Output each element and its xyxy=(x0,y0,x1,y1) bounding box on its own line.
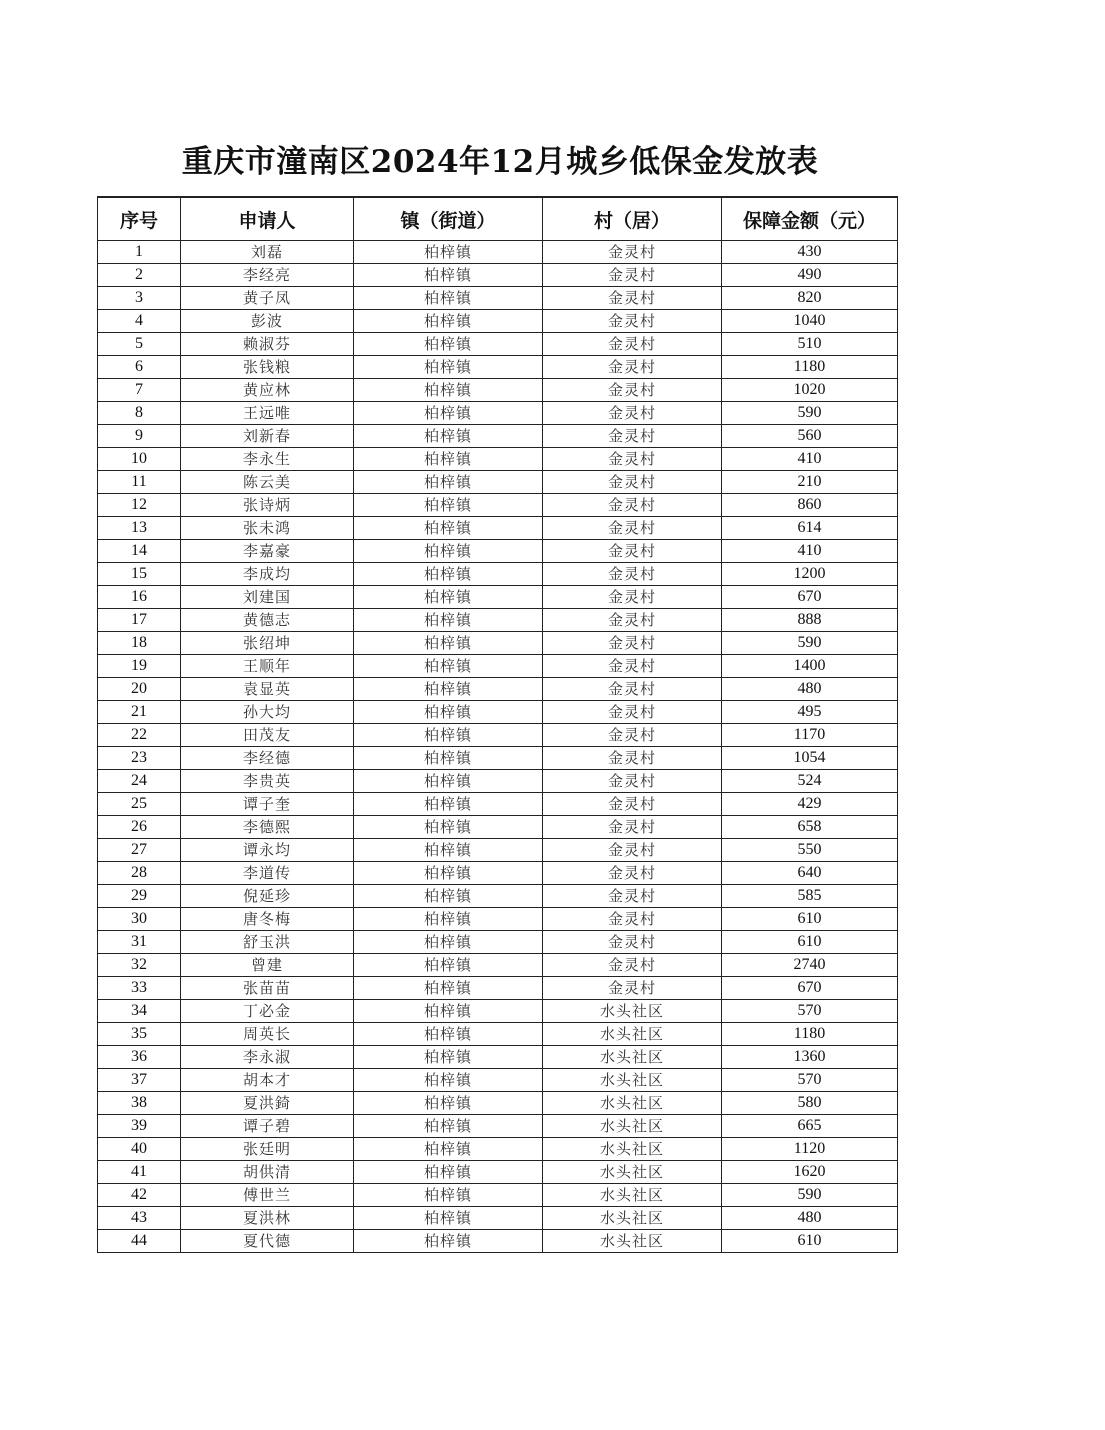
applicant-cell: 彭波 xyxy=(181,310,354,333)
amount-cell: 585 xyxy=(722,885,898,908)
village-cell: 金灵村 xyxy=(543,701,722,724)
table-row xyxy=(98,448,898,471)
town-cell: 柏梓镇 xyxy=(354,1069,543,1092)
table-row xyxy=(98,1000,898,1023)
amount-cell: 570 xyxy=(722,1000,898,1023)
table-row xyxy=(98,1046,898,1069)
table-row xyxy=(98,586,898,609)
amount-cell: 1054 xyxy=(722,747,898,770)
amount-cell: 640 xyxy=(722,862,898,885)
applicant-cell: 胡本才 xyxy=(181,1069,354,1092)
town-cell: 柏梓镇 xyxy=(354,333,543,356)
village-cell: 金灵村 xyxy=(543,770,722,793)
table-row xyxy=(98,1069,898,1092)
amount-cell: 480 xyxy=(722,1207,898,1230)
serial-number-cell: 30 xyxy=(98,908,181,931)
serial-number-cell: 11 xyxy=(98,471,181,494)
table-row xyxy=(98,287,898,310)
village-cell: 金灵村 xyxy=(543,563,722,586)
applicant-cell: 张苗苗 xyxy=(181,977,354,1000)
town-cell: 柏梓镇 xyxy=(354,701,543,724)
header-village: 村（居） xyxy=(543,197,722,241)
applicant-cell: 周英长 xyxy=(181,1023,354,1046)
applicant-cell: 丁必金 xyxy=(181,1000,354,1023)
village-cell: 水头社区 xyxy=(543,1207,722,1230)
applicant-cell: 李德熙 xyxy=(181,816,354,839)
table-row xyxy=(98,517,898,540)
village-cell: 金灵村 xyxy=(543,931,722,954)
amount-cell: 490 xyxy=(722,264,898,287)
amount-cell: 1020 xyxy=(722,379,898,402)
serial-number-cell: 15 xyxy=(98,563,181,586)
table-row xyxy=(98,1184,898,1207)
applicant-cell: 李经德 xyxy=(181,747,354,770)
amount-cell: 2740 xyxy=(722,954,898,977)
header-town: 镇（街道） xyxy=(354,197,543,241)
amount-cell: 580 xyxy=(722,1092,898,1115)
village-cell: 金灵村 xyxy=(543,816,722,839)
town-cell: 柏梓镇 xyxy=(354,287,543,310)
page-title: 重庆市潼南区2024年12月城乡低保金发放表 xyxy=(181,144,819,180)
serial-number-cell: 44 xyxy=(98,1230,181,1253)
applicant-cell: 李永淑 xyxy=(181,1046,354,1069)
village-cell: 水头社区 xyxy=(543,1184,722,1207)
town-cell: 柏梓镇 xyxy=(354,678,543,701)
serial-number-cell: 31 xyxy=(98,931,181,954)
applicant-cell: 张钱粮 xyxy=(181,356,354,379)
serial-number-cell: 34 xyxy=(98,1000,181,1023)
village-cell: 水头社区 xyxy=(543,1138,722,1161)
town-cell: 柏梓镇 xyxy=(354,885,543,908)
town-cell: 柏梓镇 xyxy=(354,586,543,609)
applicant-cell: 黄子凤 xyxy=(181,287,354,310)
applicant-cell: 黄应林 xyxy=(181,379,354,402)
table-row xyxy=(98,977,898,1000)
town-cell: 柏梓镇 xyxy=(354,563,543,586)
applicant-cell: 夏洪錡 xyxy=(181,1092,354,1115)
amount-cell: 610 xyxy=(722,931,898,954)
applicant-cell: 田茂友 xyxy=(181,724,354,747)
applicant-cell: 袁显英 xyxy=(181,678,354,701)
amount-cell: 570 xyxy=(722,1069,898,1092)
village-cell: 金灵村 xyxy=(543,379,722,402)
applicant-cell: 张未鸿 xyxy=(181,517,354,540)
table-row xyxy=(98,862,898,885)
table-row xyxy=(98,770,898,793)
town-cell: 柏梓镇 xyxy=(354,1023,543,1046)
village-cell: 金灵村 xyxy=(543,402,722,425)
applicant-cell: 李贵英 xyxy=(181,770,354,793)
town-cell: 柏梓镇 xyxy=(354,793,543,816)
town-cell: 柏梓镇 xyxy=(354,1161,543,1184)
town-cell: 柏梓镇 xyxy=(354,1207,543,1230)
applicant-cell: 谭子碧 xyxy=(181,1115,354,1138)
applicant-cell: 傅世兰 xyxy=(181,1184,354,1207)
village-cell: 金灵村 xyxy=(543,241,722,264)
table-row xyxy=(98,563,898,586)
serial-number-cell: 18 xyxy=(98,632,181,655)
table-row xyxy=(98,724,898,747)
table-row xyxy=(98,1230,898,1253)
applicant-cell: 谭子奎 xyxy=(181,793,354,816)
town-cell: 柏梓镇 xyxy=(354,609,543,632)
town-cell: 柏梓镇 xyxy=(354,1230,543,1253)
table-row xyxy=(98,402,898,425)
amount-cell: 410 xyxy=(722,540,898,563)
town-cell: 柏梓镇 xyxy=(354,241,543,264)
serial-number-cell: 32 xyxy=(98,954,181,977)
village-cell: 金灵村 xyxy=(543,540,722,563)
serial-number-cell: 1 xyxy=(98,241,181,264)
village-cell: 水头社区 xyxy=(543,1046,722,1069)
serial-number-cell: 36 xyxy=(98,1046,181,1069)
amount-cell: 1200 xyxy=(722,563,898,586)
serial-number-cell: 42 xyxy=(98,1184,181,1207)
amount-cell: 550 xyxy=(722,839,898,862)
table-row xyxy=(98,356,898,379)
applicant-cell: 李经亮 xyxy=(181,264,354,287)
table-row xyxy=(98,1161,898,1184)
amount-cell: 1360 xyxy=(722,1046,898,1069)
serial-number-cell: 4 xyxy=(98,310,181,333)
applicant-cell: 李嘉豪 xyxy=(181,540,354,563)
header-row xyxy=(98,197,898,241)
table-row xyxy=(98,379,898,402)
village-cell: 金灵村 xyxy=(543,954,722,977)
serial-number-cell: 25 xyxy=(98,793,181,816)
applicant-cell: 曾建 xyxy=(181,954,354,977)
village-cell: 金灵村 xyxy=(543,264,722,287)
amount-cell: 510 xyxy=(722,333,898,356)
serial-number-cell: 17 xyxy=(98,609,181,632)
town-cell: 柏梓镇 xyxy=(354,862,543,885)
applicant-cell: 王顺年 xyxy=(181,655,354,678)
town-cell: 柏梓镇 xyxy=(354,747,543,770)
serial-number-cell: 8 xyxy=(98,402,181,425)
applicant-cell: 倪延珍 xyxy=(181,885,354,908)
town-cell: 柏梓镇 xyxy=(354,356,543,379)
serial-number-cell: 24 xyxy=(98,770,181,793)
town-cell: 柏梓镇 xyxy=(354,264,543,287)
amount-cell: 610 xyxy=(722,1230,898,1253)
applicant-cell: 谭永均 xyxy=(181,839,354,862)
serial-number-cell: 40 xyxy=(98,1138,181,1161)
village-cell: 金灵村 xyxy=(543,356,722,379)
town-cell: 柏梓镇 xyxy=(354,1115,543,1138)
applicant-cell: 赖淑芬 xyxy=(181,333,354,356)
serial-number-cell: 23 xyxy=(98,747,181,770)
applicant-cell: 孙大均 xyxy=(181,701,354,724)
village-cell: 金灵村 xyxy=(543,862,722,885)
town-cell: 柏梓镇 xyxy=(354,1000,543,1023)
amount-cell: 590 xyxy=(722,632,898,655)
table-row xyxy=(98,310,898,333)
amount-cell: 210 xyxy=(722,471,898,494)
amount-cell: 670 xyxy=(722,977,898,1000)
village-cell: 水头社区 xyxy=(543,1069,722,1092)
town-cell: 柏梓镇 xyxy=(354,379,543,402)
serial-number-cell: 27 xyxy=(98,839,181,862)
town-cell: 柏梓镇 xyxy=(354,632,543,655)
town-cell: 柏梓镇 xyxy=(354,448,543,471)
serial-number-cell: 41 xyxy=(98,1161,181,1184)
town-cell: 柏梓镇 xyxy=(354,977,543,1000)
town-cell: 柏梓镇 xyxy=(354,655,543,678)
town-cell: 柏梓镇 xyxy=(354,908,543,931)
table-row xyxy=(98,701,898,724)
village-cell: 水头社区 xyxy=(543,1023,722,1046)
applicant-cell: 夏洪林 xyxy=(181,1207,354,1230)
table-row xyxy=(98,931,898,954)
table-row xyxy=(98,885,898,908)
table-row xyxy=(98,793,898,816)
table-row xyxy=(98,816,898,839)
amount-cell: 665 xyxy=(722,1115,898,1138)
serial-number-cell: 39 xyxy=(98,1115,181,1138)
table-row xyxy=(98,839,898,862)
amount-cell: 888 xyxy=(722,609,898,632)
applicant-cell: 唐冬梅 xyxy=(181,908,354,931)
amount-cell: 1120 xyxy=(722,1138,898,1161)
town-cell: 柏梓镇 xyxy=(354,816,543,839)
table-body xyxy=(98,241,898,1253)
town-cell: 柏梓镇 xyxy=(354,1046,543,1069)
serial-number-cell: 2 xyxy=(98,264,181,287)
amount-cell: 820 xyxy=(722,287,898,310)
serial-number-cell: 38 xyxy=(98,1092,181,1115)
town-cell: 柏梓镇 xyxy=(354,494,543,517)
town-cell: 柏梓镇 xyxy=(354,1138,543,1161)
amount-cell: 658 xyxy=(722,816,898,839)
applicant-cell: 胡供清 xyxy=(181,1161,354,1184)
village-cell: 金灵村 xyxy=(543,448,722,471)
village-cell: 金灵村 xyxy=(543,632,722,655)
table-row xyxy=(98,632,898,655)
town-cell: 柏梓镇 xyxy=(354,517,543,540)
village-cell: 金灵村 xyxy=(543,655,722,678)
serial-number-cell: 10 xyxy=(98,448,181,471)
header-amount: 保障金额（元） xyxy=(722,197,898,241)
village-cell: 金灵村 xyxy=(543,333,722,356)
applicant-cell: 刘新春 xyxy=(181,425,354,448)
applicant-cell: 李成均 xyxy=(181,563,354,586)
applicant-cell: 张绍坤 xyxy=(181,632,354,655)
table-row xyxy=(98,1023,898,1046)
header-serial-number: 序号 xyxy=(98,197,181,241)
applicant-cell: 黄德志 xyxy=(181,609,354,632)
town-cell: 柏梓镇 xyxy=(354,1092,543,1115)
amount-cell: 1040 xyxy=(722,310,898,333)
village-cell: 金灵村 xyxy=(543,724,722,747)
table-row xyxy=(98,1115,898,1138)
village-cell: 金灵村 xyxy=(543,908,722,931)
serial-number-cell: 33 xyxy=(98,977,181,1000)
applicant-cell: 李道传 xyxy=(181,862,354,885)
table-row xyxy=(98,425,898,448)
serial-number-cell: 37 xyxy=(98,1069,181,1092)
town-cell: 柏梓镇 xyxy=(354,471,543,494)
village-cell: 金灵村 xyxy=(543,839,722,862)
amount-cell: 1620 xyxy=(722,1161,898,1184)
amount-cell: 560 xyxy=(722,425,898,448)
amount-cell: 590 xyxy=(722,1184,898,1207)
serial-number-cell: 22 xyxy=(98,724,181,747)
table-row xyxy=(98,954,898,977)
amount-cell: 524 xyxy=(722,770,898,793)
serial-number-cell: 5 xyxy=(98,333,181,356)
amount-cell: 610 xyxy=(722,908,898,931)
serial-number-cell: 16 xyxy=(98,586,181,609)
village-cell: 金灵村 xyxy=(543,586,722,609)
village-cell: 金灵村 xyxy=(543,494,722,517)
town-cell: 柏梓镇 xyxy=(354,770,543,793)
table-row xyxy=(98,241,898,264)
table-row xyxy=(98,494,898,517)
applicant-cell: 舒玉洪 xyxy=(181,931,354,954)
town-cell: 柏梓镇 xyxy=(354,724,543,747)
amount-cell: 1180 xyxy=(722,356,898,379)
amount-cell: 429 xyxy=(722,793,898,816)
table-row xyxy=(98,609,898,632)
village-cell: 金灵村 xyxy=(543,310,722,333)
amount-cell: 1170 xyxy=(722,724,898,747)
village-cell: 金灵村 xyxy=(543,747,722,770)
village-cell: 金灵村 xyxy=(543,678,722,701)
amount-cell: 860 xyxy=(722,494,898,517)
town-cell: 柏梓镇 xyxy=(354,540,543,563)
serial-number-cell: 28 xyxy=(98,862,181,885)
table-row xyxy=(98,264,898,287)
town-cell: 柏梓镇 xyxy=(354,310,543,333)
table-row xyxy=(98,1138,898,1161)
village-cell: 水头社区 xyxy=(543,1230,722,1253)
header-applicant: 申请人 xyxy=(181,197,354,241)
town-cell: 柏梓镇 xyxy=(354,1184,543,1207)
serial-number-cell: 20 xyxy=(98,678,181,701)
town-cell: 柏梓镇 xyxy=(354,931,543,954)
serial-number-cell: 43 xyxy=(98,1207,181,1230)
table-row xyxy=(98,655,898,678)
applicant-cell: 陈云美 xyxy=(181,471,354,494)
amount-cell: 670 xyxy=(722,586,898,609)
town-cell: 柏梓镇 xyxy=(354,954,543,977)
table-row xyxy=(98,747,898,770)
town-cell: 柏梓镇 xyxy=(354,839,543,862)
amount-cell: 590 xyxy=(722,402,898,425)
village-cell: 水头社区 xyxy=(543,1000,722,1023)
applicant-cell: 刘建国 xyxy=(181,586,354,609)
serial-number-cell: 19 xyxy=(98,655,181,678)
table-row xyxy=(98,540,898,563)
applicant-cell: 夏代德 xyxy=(181,1230,354,1253)
village-cell: 金灵村 xyxy=(543,885,722,908)
town-cell: 柏梓镇 xyxy=(354,425,543,448)
applicant-cell: 张诗炳 xyxy=(181,494,354,517)
table-row xyxy=(98,1207,898,1230)
serial-number-cell: 26 xyxy=(98,816,181,839)
amount-cell: 1180 xyxy=(722,1023,898,1046)
village-cell: 金灵村 xyxy=(543,609,722,632)
amount-cell: 430 xyxy=(722,241,898,264)
serial-number-cell: 3 xyxy=(98,287,181,310)
allowance-table xyxy=(97,196,898,1253)
amount-cell: 495 xyxy=(722,701,898,724)
village-cell: 金灵村 xyxy=(543,287,722,310)
serial-number-cell: 12 xyxy=(98,494,181,517)
serial-number-cell: 6 xyxy=(98,356,181,379)
town-cell: 柏梓镇 xyxy=(354,402,543,425)
village-cell: 水头社区 xyxy=(543,1161,722,1184)
village-cell: 金灵村 xyxy=(543,425,722,448)
table-row xyxy=(98,1092,898,1115)
village-cell: 水头社区 xyxy=(543,1115,722,1138)
applicant-cell: 李永生 xyxy=(181,448,354,471)
amount-cell: 410 xyxy=(722,448,898,471)
village-cell: 金灵村 xyxy=(543,793,722,816)
serial-number-cell: 29 xyxy=(98,885,181,908)
serial-number-cell: 13 xyxy=(98,517,181,540)
table-row xyxy=(98,908,898,931)
serial-number-cell: 9 xyxy=(98,425,181,448)
serial-number-cell: 21 xyxy=(98,701,181,724)
village-cell: 金灵村 xyxy=(543,517,722,540)
table-row xyxy=(98,471,898,494)
applicant-cell: 刘磊 xyxy=(181,241,354,264)
village-cell: 水头社区 xyxy=(543,1092,722,1115)
table-row xyxy=(98,333,898,356)
serial-number-cell: 7 xyxy=(98,379,181,402)
serial-number-cell: 35 xyxy=(98,1023,181,1046)
serial-number-cell: 14 xyxy=(98,540,181,563)
amount-cell: 1400 xyxy=(722,655,898,678)
village-cell: 金灵村 xyxy=(543,977,722,1000)
applicant-cell: 王远唯 xyxy=(181,402,354,425)
village-cell: 金灵村 xyxy=(543,471,722,494)
applicant-cell: 张廷明 xyxy=(181,1138,354,1161)
table-row xyxy=(98,678,898,701)
amount-cell: 614 xyxy=(722,517,898,540)
amount-cell: 480 xyxy=(722,678,898,701)
